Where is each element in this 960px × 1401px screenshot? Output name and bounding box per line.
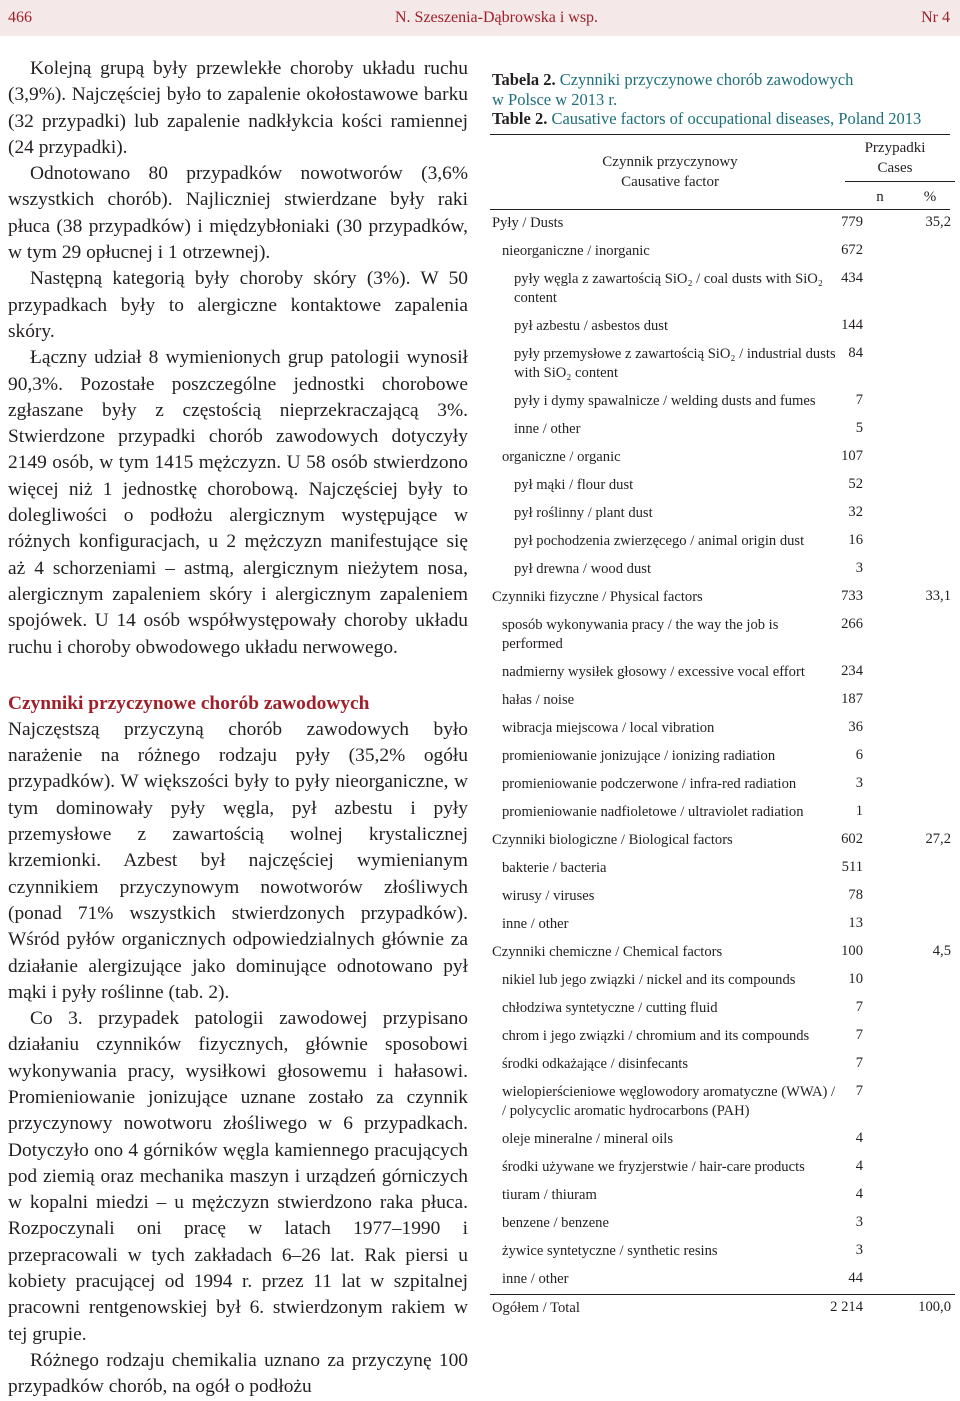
- table-row: [490, 687, 955, 715]
- table-row: [490, 1182, 955, 1210]
- row-label: inne / other: [502, 916, 569, 932]
- row-label: Ogółem / Total: [492, 1300, 580, 1316]
- row-count: 10: [848, 971, 863, 987]
- table-row: [490, 341, 955, 388]
- table-row: [490, 911, 955, 939]
- table-row: [490, 556, 955, 584]
- cases-subheader-rule: [845, 181, 955, 182]
- section-heading: Czynniki przyczynowe chorób zawodowych: [8, 692, 370, 714]
- paragraph: Następną kategorią były choroby skóry (3%). W 50 przypadkach były to alergiczne kontaktowe zapalenia skóry.: [8, 268, 468, 342]
- row-label: wirusy / viruses: [502, 888, 595, 904]
- row-label: pyły węgla z zawartością SiO₂ / coal dusts with SiO₂ content: [514, 271, 823, 306]
- row-label: wibracja miejscowa / local vibration: [502, 720, 715, 736]
- row-count: 7: [855, 392, 863, 408]
- row-label: pył mąki / flour dust: [514, 477, 634, 493]
- paragraph: Kolejną grupą były przewlekłe choroby układu ruchu (3,9%). Najczęściej było to zapalenie okołostawowe barku (32 przypadki) lub zapalenie nadkłykcia kości ramiennej (24 przypadki).: [8, 58, 468, 158]
- row-label: chrom i jego związki / chromium and its compounds: [502, 1028, 810, 1044]
- paragraph: Najczęstszą przyczyną chorób zawodowych było narażenie na różnego rodzaju pyły (35,2% ogółu przypadków). W większości były to pyły nieorganiczne, w tym dominowały pyły węgla, pył azbestu i pyły przemysłowe z zawartością wolnej krystalicznej krzemionki. Azbest był najczęściej wymienianym czynnikiem przyczynowym nowotworów złośliwych (ponad 71% wszystkich stwierdzonych przypadków). Wśród pyłów organicznych odpowiedzialnych głównie za działanie alergizujące jako dominujące odnotowano pył mąki i pyły roślinne (tab. 2).: [8, 718, 468, 1003]
- row-count: 78: [848, 887, 863, 903]
- row-count: 84: [848, 345, 863, 361]
- row-count: 3: [855, 775, 863, 791]
- table-row: [490, 584, 955, 612]
- row-label: inne / other: [514, 421, 581, 437]
- row-label: pyły i dymy spawalnicze / welding dusts and fumes: [514, 393, 816, 409]
- row-label: nikiel lub jego związki / nickel and its compounds: [502, 972, 796, 988]
- caption-label-pl: Tabela 2.: [492, 70, 556, 89]
- row-label: tiuram / thiuram: [502, 1187, 597, 1203]
- column-header-cases: [845, 138, 945, 178]
- row-count: 36: [848, 719, 863, 735]
- row-label: bakterie / bacteria: [502, 860, 607, 876]
- row-count: 3: [855, 560, 863, 576]
- table-row: [490, 266, 955, 313]
- column-header-pct: %: [923, 189, 937, 205]
- table-row: [490, 1154, 955, 1182]
- table-row: [490, 995, 955, 1023]
- table-row: [490, 1079, 955, 1126]
- row-label: środki używane we fryzjerstwie / hair-care products: [502, 1159, 805, 1175]
- row-label: Czynniki biologiczne / Biological factors: [492, 832, 733, 848]
- row-label: Czynniki fizyczne / Physical factors: [492, 589, 703, 605]
- row-label: pył azbestu / asbestos dust: [514, 318, 669, 334]
- row-count: 7: [855, 999, 863, 1015]
- table-row: [490, 659, 955, 687]
- row-count: 187: [841, 691, 863, 707]
- row-label: nieorganiczne / inorganic: [502, 243, 650, 259]
- row-label: Czynniki chemiczne / Chemical factors: [492, 944, 723, 960]
- table-total-row: [490, 1294, 955, 1323]
- row-label: promieniowanie jonizujące / ionizing radiation: [502, 748, 776, 764]
- column-header-factor-pl: Czynnik przyczynowy: [602, 154, 738, 170]
- table-row: [490, 238, 955, 266]
- row-count: 602: [841, 831, 863, 847]
- table-row: [490, 855, 955, 883]
- row-label: chłodziwa syntetyczne / cutting fluid: [502, 1000, 718, 1016]
- table-row: [490, 743, 955, 771]
- table-row: [490, 1266, 955, 1294]
- table-row: [490, 715, 955, 743]
- row-count: 733: [841, 588, 863, 604]
- row-count: 434: [841, 270, 863, 286]
- row-label: oleje mineralne / mineral oils: [502, 1131, 674, 1147]
- table-caption: [492, 70, 960, 129]
- row-label: nadmierny wysiłek głosowy / excessive vocal effort: [502, 664, 805, 680]
- table-row: [490, 388, 955, 416]
- table-row: [490, 883, 955, 911]
- row-count: 7: [855, 1055, 863, 1071]
- row-label: Pyły / Dusts: [492, 215, 564, 231]
- row-percent: 33,1: [925, 588, 951, 604]
- row-percent: 27,2: [925, 831, 951, 847]
- row-count: 6: [855, 747, 863, 763]
- paragraph: Co 3. przypadek patologii zawodowej przypisano działaniu czynników fizycznych, głównie sposobowi wykonywania pracy, wysiłkowi głosowemu i hałasowi. Promieniowanie jonizujące uznane zostało za czynnik przyczynowy nowotworu złośliwego w 6 przypadkach. Dotyczyło ono 4 górników węgla kamiennego pracujących pod ziemią oraz mechanika maszyn i urządzeń górniczych w kopalni miedzi – u mężczyzn stwierdzono raka płuca. Rozpoczynali oni pracę w latach 1977–1990 i przepracowali w tych zakładach 6–26 lat. Rak piersi u kobiety pracującej od 1994 r. przez 11 lat w szpitalnej pracowni rentgenowskiej był 6. stwierdzonym rakiem w tej grupie.: [8, 1008, 468, 1345]
- row-count: 7: [855, 1027, 863, 1043]
- header-issue: Nr 4: [921, 9, 950, 26]
- row-count: 234: [841, 663, 863, 679]
- table-top-rule: [490, 134, 950, 135]
- row-count: 2 214: [830, 1299, 863, 1315]
- table-row: [490, 500, 955, 528]
- caption-text-pl: Czynniki przyczynowe chorób zawodowych: [559, 70, 854, 89]
- table-row: [490, 799, 955, 827]
- caption-text-en: Causative factors of occupational diseases, Poland 2013: [551, 109, 922, 128]
- table-row: [490, 1238, 955, 1266]
- table-row: [490, 444, 955, 472]
- row-label: pyły przemysłowe z zawartością SiO₂ / industrial dusts with SiO₂ content: [514, 346, 836, 381]
- row-count: 107: [841, 448, 863, 464]
- row-percent: 100,0: [918, 1299, 951, 1315]
- row-label: wielopierścieniowe węglowodory aromatyczne (WWA) / / polycyclic aromatic hydrocarbons (PAH): [502, 1084, 836, 1119]
- row-count: 100: [841, 943, 863, 959]
- header-authors: N. Szeszenia-Dąbrowska i wsp.: [395, 9, 599, 26]
- row-count: 32: [848, 504, 863, 520]
- row-count: 7: [855, 1083, 863, 1099]
- page-number: 466: [8, 9, 32, 26]
- table-row: [490, 528, 955, 556]
- left-column: [8, 56, 468, 1401]
- table-row: [490, 771, 955, 799]
- table-row: [490, 827, 955, 855]
- row-count: 5: [855, 420, 863, 436]
- table-row: [490, 472, 955, 500]
- table-row: [490, 1210, 955, 1238]
- row-count: 1: [855, 803, 863, 819]
- row-count: 44: [848, 1270, 863, 1286]
- paragraph: Łączny udział 8 wymienionych grup patologii wynosił 90,3%. Pozostałe poszczególne jednostki chorobowe zgłaszane były z częstością nieprzekraczającą 3%. Stwierdzone przypadki chorób zawodowych dotyczyły 2149 osób, w tym 1415 mężczyzn. U 58 osób stwierdzono więcej niż 1 jednostkę chorobową. Najczęściej były to dolegliwości o podłożu alergicznym występujące w różnych konfiguracjach, u 2 mężczyzn manifestujące się aż 4 schorzeniami – astmą, alergicznym nieżytem nosa, alergicznym zapaleniem skóry i alergicznym zapaleniem spojówek. U 14 osób współwystępowały choroby układu ruchu i choroby obwodowego układu nerwowego.: [8, 347, 468, 658]
- caption-label-en: Table 2.: [492, 109, 548, 128]
- row-label: pył drewna / wood dust: [514, 561, 652, 577]
- row-count: 672: [841, 242, 863, 258]
- row-label: sposób wykonywania pracy / the way the job is performed: [502, 617, 779, 652]
- row-percent: 4,5: [932, 943, 951, 959]
- row-label: promieniowanie nadfioletowe / ultraviolet radiation: [502, 804, 804, 820]
- row-count: 4: [855, 1158, 863, 1174]
- table-row: [490, 1023, 955, 1051]
- row-count: 4: [855, 1186, 863, 1202]
- row-label: żywice syntetyczne / synthetic resins: [502, 1243, 718, 1259]
- row-count: 779: [841, 214, 863, 230]
- row-label: benzene / benzene: [502, 1215, 609, 1231]
- row-count: 16: [848, 532, 863, 548]
- row-count: 511: [841, 859, 863, 875]
- row-count: 3: [855, 1242, 863, 1258]
- table-row: [490, 1126, 955, 1154]
- row-label: pył pochodzenia zwierzęcego / animal origin dust: [514, 533, 805, 549]
- row-label: promieniowanie podczerwone / infra-red radiation: [502, 776, 797, 792]
- table-row: [490, 1051, 955, 1079]
- column-header-factor-en: Causative factor: [621, 174, 719, 190]
- row-count: 13: [848, 915, 863, 931]
- row-percent: 35,2: [925, 214, 951, 230]
- paragraph: Różnego rodzaju chemikalia uznano za przyczynę 100 przypadków chorób, na ogół o podłożu: [8, 1349, 468, 1398]
- row-label: organiczne / organic: [502, 449, 621, 465]
- row-count: 144: [841, 317, 863, 333]
- row-count: 4: [855, 1130, 863, 1146]
- column-header-cases-pl: Przypadki: [864, 140, 926, 156]
- row-count: 3: [855, 1214, 863, 1230]
- row-count: 52: [848, 476, 863, 492]
- column-header-n: n: [876, 189, 884, 205]
- table-row: [490, 612, 955, 659]
- table-row: [490, 313, 955, 341]
- row-label: inne / other: [502, 1271, 569, 1287]
- column-header-factor: [565, 152, 775, 192]
- row-label: środki odkażające / disinfecants: [502, 1056, 688, 1072]
- table-body: [490, 210, 955, 1323]
- table-row: [490, 416, 955, 444]
- running-header: [0, 0, 960, 36]
- row-label: pył roślinny / plant dust: [514, 505, 653, 521]
- table-row: [490, 939, 955, 967]
- paragraph: Odnotowano 80 przypadków nowotworów (3,6% wszystkich chorób). Najliczniej stwierdzane były raki płuca (38 przypadków) i międzybłoniaki (30 przypadków, w tym 29 opłucnej i 1 otrzewnej).: [8, 163, 468, 264]
- caption-text-pl-2: w Polsce w 2013 r.: [492, 89, 618, 109]
- table-row: [490, 967, 955, 995]
- table-row: [490, 210, 955, 238]
- row-count: 266: [841, 616, 863, 632]
- column-header-cases-en: Cases: [877, 160, 913, 176]
- row-label: hałas / noise: [502, 692, 575, 708]
